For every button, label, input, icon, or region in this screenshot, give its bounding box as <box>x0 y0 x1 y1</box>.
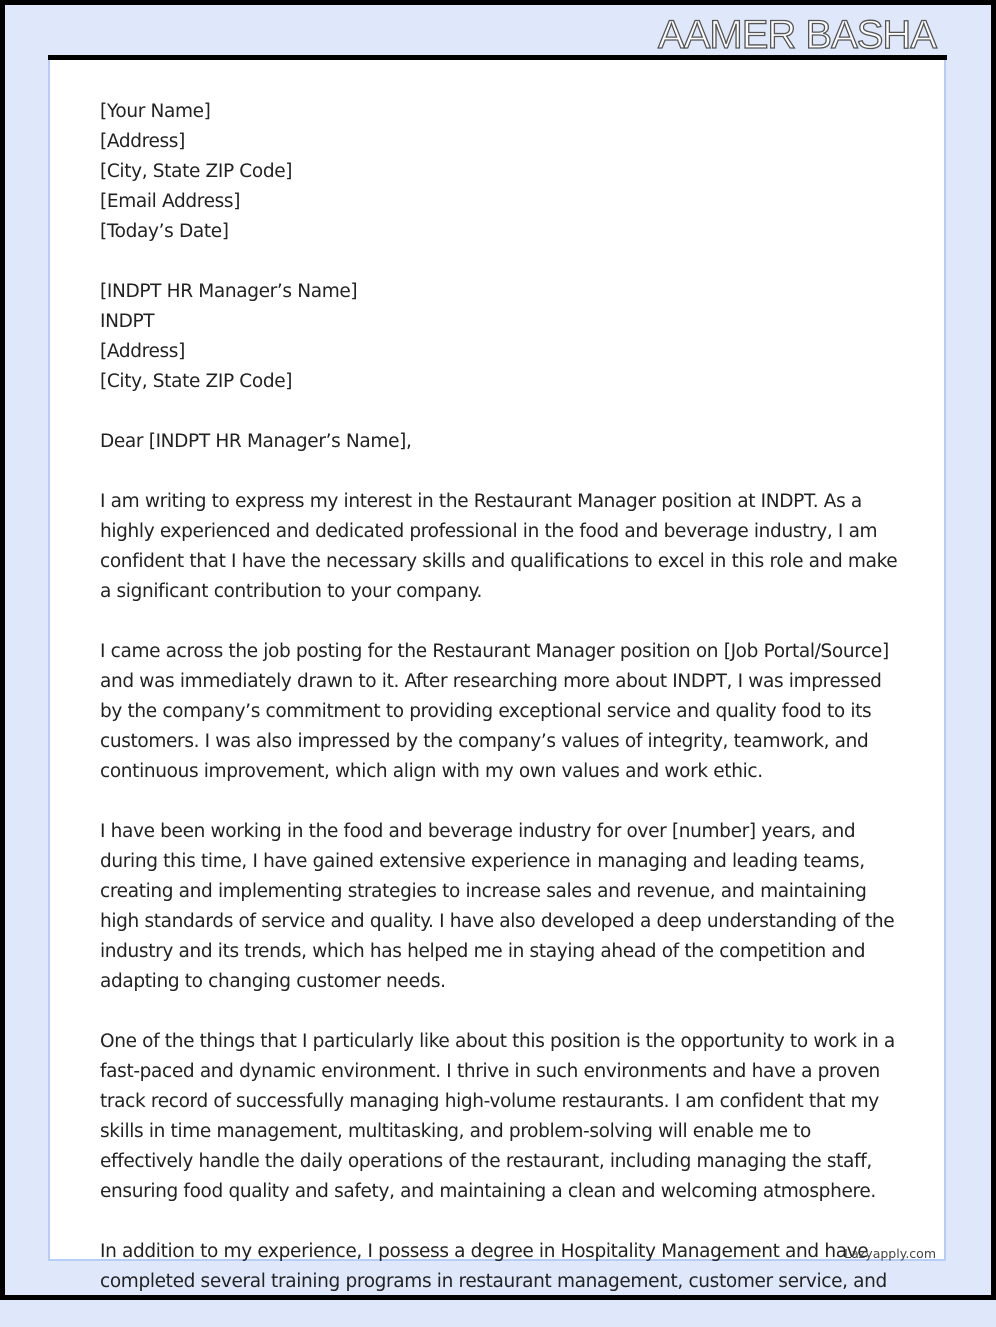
sender-address: [Address] <box>100 131 185 152</box>
spacer <box>100 457 900 487</box>
recipient-city: [City, State ZIP Code] <box>100 371 293 392</box>
watermark-link[interactable]: Lazyapply.com <box>844 1246 936 1261</box>
spacer <box>100 397 900 427</box>
recipient-company: INDPT <box>100 311 155 332</box>
recipient-block <box>100 277 900 397</box>
cover-letter-body <box>100 97 900 1327</box>
recipient-name: [INDPT HR Manager’s Name] <box>100 281 358 302</box>
spacer <box>100 247 900 277</box>
salutation: Dear [INDPT HR Manager’s Name], <box>100 431 412 452</box>
sender-name: [Your Name] <box>100 101 211 122</box>
sender-date: [Today’s Date] <box>100 221 229 242</box>
sender-block <box>100 97 900 247</box>
candidate-name-heading: AAMER BASHA <box>658 13 936 57</box>
paragraph-position-fit: One of the things that I particularly like about this position is the opportunity to work in a fast-paced and dynamic environment. I thrive in such environments and have a proven track record of successfully managing high-volume restaurants. I am confident that my skills in time management, multitasking, and problem-solving will enable me to effectively handle the daily operations of the restaurant, including managing the staff, ensuring food quality and safety, and maintaining a clean and welcoming atmosphere. <box>100 1031 895 1202</box>
paragraph-discovery: I came across the job posting for the Restaurant Manager position on [Job Portal/Source] and was immediately drawn to it. After researching more about INDPT, I was impressed by the company’s commitment to providing exceptional service and quality food to its customers. I was also impressed by the company’s values of integrity, teamwork, and continuous improvement, which align with my own values and work ethic. <box>100 641 889 782</box>
recipient-address: [Address] <box>100 341 185 362</box>
paragraph-education: In addition to my experience, I possess a degree in Hospitality Management and have completed several training programs in restaurant management, customer service, and <box>100 1241 887 1292</box>
sender-city: [City, State ZIP Code] <box>100 161 293 182</box>
paragraph-intro: I am writing to express my interest in the Restaurant Manager position at INDPT. As a highly experienced and dedicated professional in the food and beverage industry, I am confident that I have the necessary skills and qualifications to excel in this role and make a significant contribution to your company. <box>100 491 898 602</box>
paragraph-experience: I have been working in the food and beverage industry for over [number] years, and during this time, I have gained extensive experience in managing and leading teams, creating and implementing strategies to increase sales and revenue, and maintaining high standards of service and quality. I have also developed a deep understanding of the industry and its trends, which has helped me in staying ahead of the competition and adapting to changing customer needs. <box>100 821 895 992</box>
sender-email: [Email Address] <box>100 191 241 212</box>
